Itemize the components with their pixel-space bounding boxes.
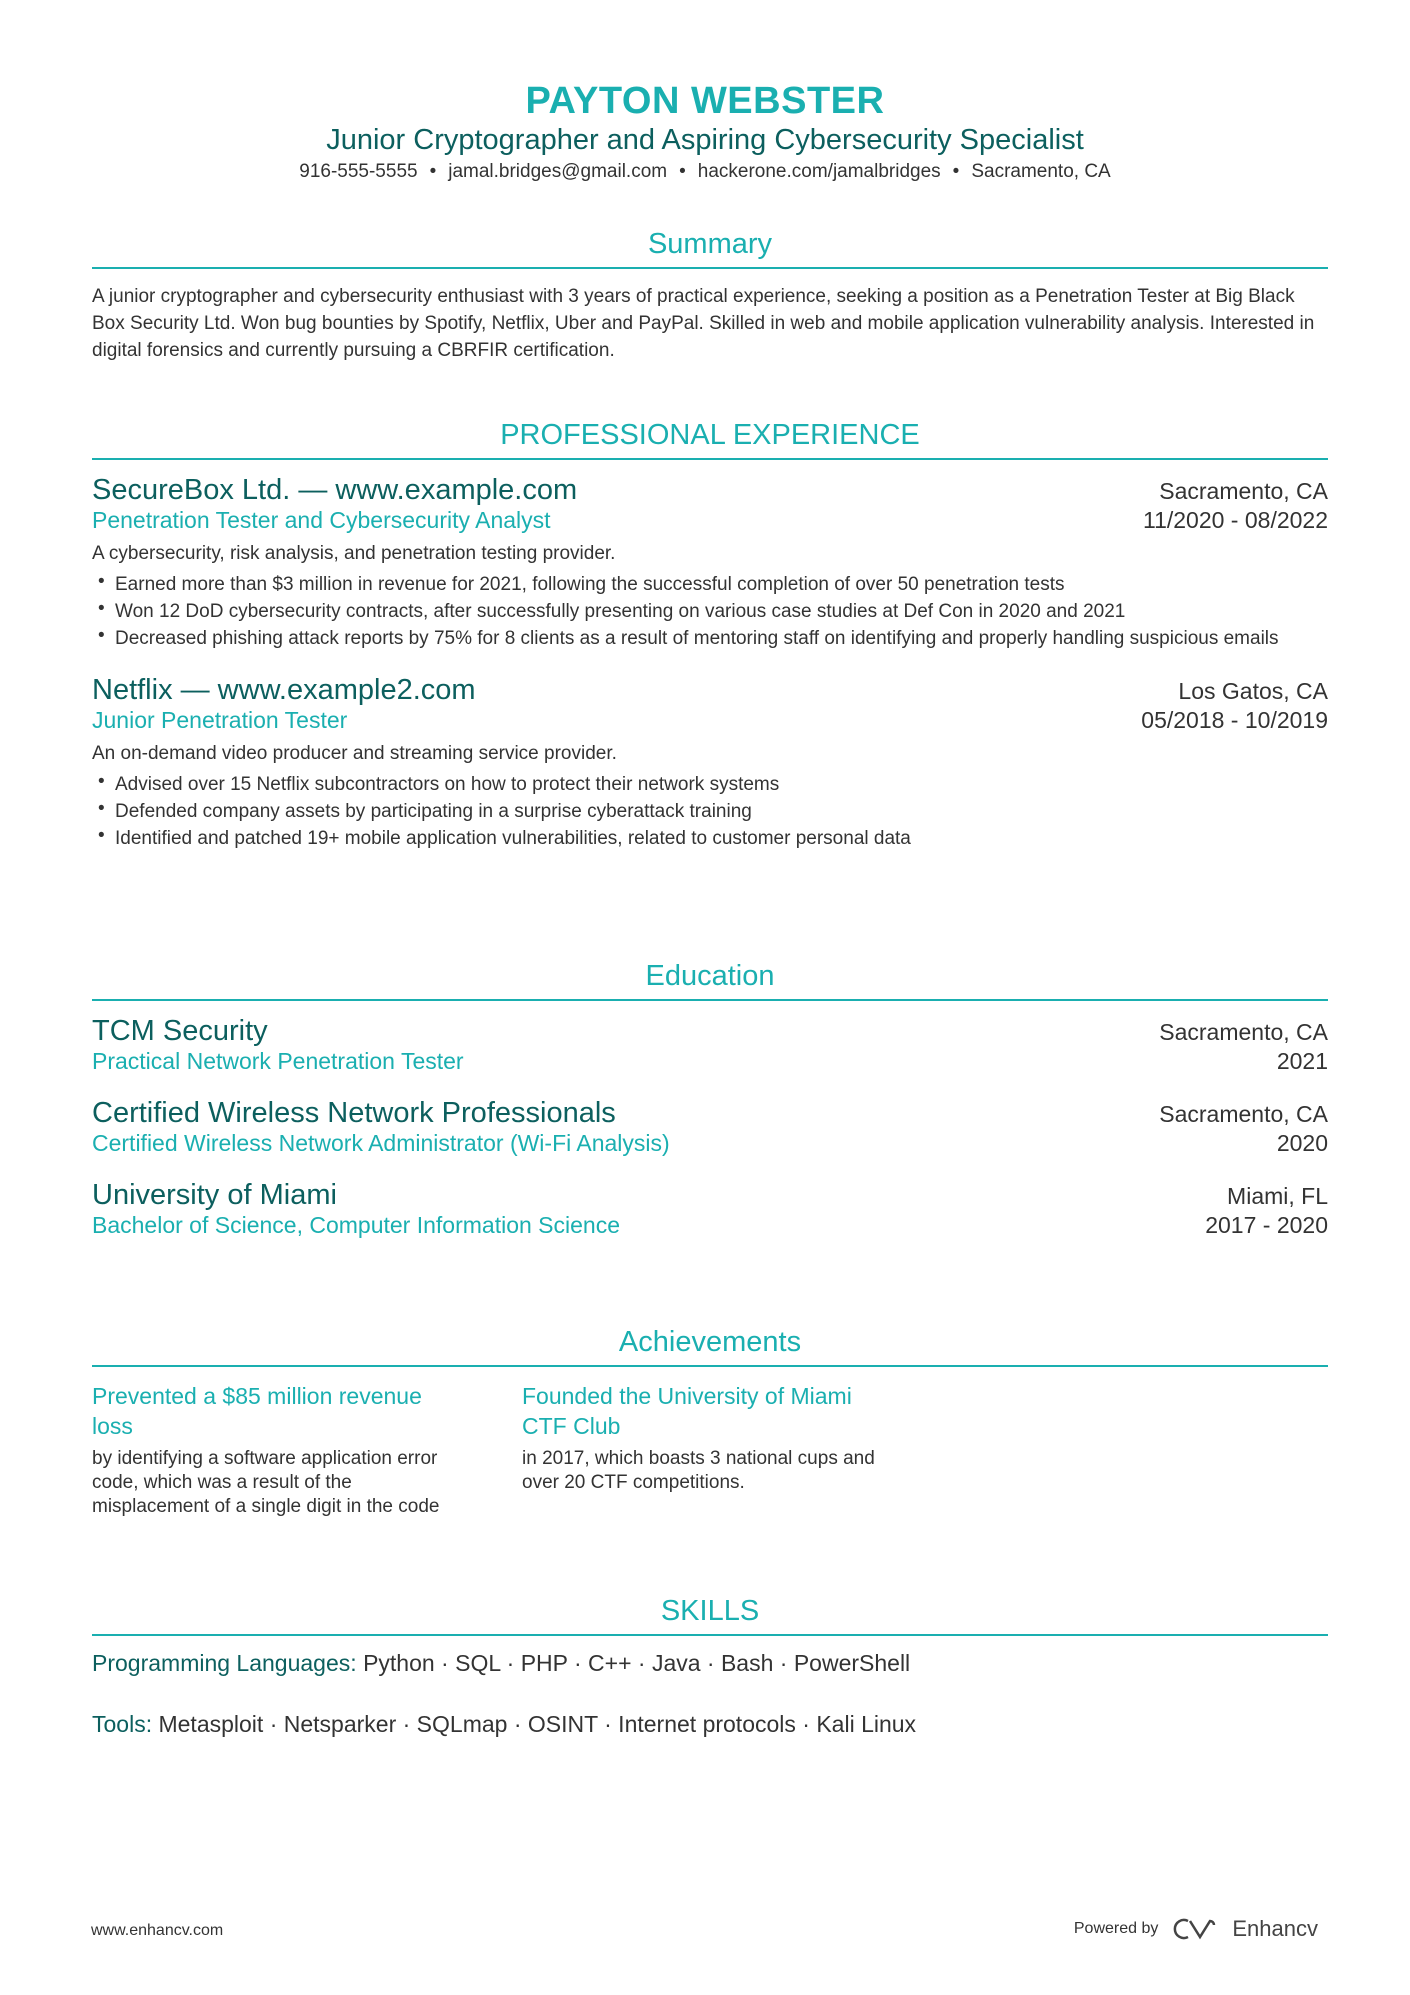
summary-text: A junior cryptographer and cybersecurity enthusiast with 3 years of practical experience, seeking a position as a Penetration Tester at Big Black Box Security Ltd. Won bug bounties by Spotify, Netflix, Uber and PayPal. Skilled in web and mobile application vulnerability analysis. Interested in digital forensics and currently pursuing a CBRFIR certification.: [92, 286, 1315, 361]
edu-dates: 2020: [1276, 1130, 1328, 1156]
bullet: • Advised over 15 Netflix subcontractors on how to protect their network systems: [92, 771, 1328, 798]
phone: 916-555-5555: [299, 161, 418, 182]
experience-entry: [92, 474, 1328, 652]
section-heading: Summary: [92, 228, 1328, 269]
school: Certified Wireless Network Professionals: [92, 1097, 616, 1129]
skills-section: [92, 1595, 1328, 1738]
skill-items: Metasploit · Netsparker · SQLmap · OSINT · Internet protocols · Kali Linux: [158, 1711, 917, 1737]
section-heading: PROFESSIONAL EXPERIENCE: [92, 419, 1328, 460]
bullet: • Earned more than $3 million in revenue for 2021, following the successful completion of over 50 penetration tests: [92, 571, 1328, 598]
job-role: Penetration Tester and Cybersecurity Analyst: [92, 507, 551, 533]
bullet: • Defended company assets by participating in a surprise cyberattack training: [92, 798, 1328, 825]
experience-entry: [92, 674, 1328, 852]
candidate-title: Junior Cryptographer and Aspiring Cybersecurity Specialist: [326, 124, 1084, 156]
school: University of Miami: [92, 1179, 337, 1211]
section-heading: Education: [92, 960, 1328, 1001]
company-description: An on-demand video producer and streaming service provider.: [92, 743, 617, 764]
school: TCM Security: [92, 1015, 268, 1047]
footer-site[interactable]: www.enhancv.com: [91, 1922, 224, 1939]
education-entry: [92, 1097, 1328, 1157]
summary-section: [92, 228, 1328, 364]
achievement: [92, 1381, 462, 1519]
job-location: Sacramento, CA: [1159, 478, 1328, 504]
skill-label: Tools:: [92, 1711, 153, 1737]
job-dates: 05/2018 - 10/2019: [1141, 707, 1328, 733]
profile-link[interactable]: hackerone.com/jamalbridges: [697, 161, 941, 182]
school-location: Sacramento, CA: [1159, 1101, 1328, 1127]
bullet: • Identified and patched 19+ mobile application vulnerabilities, related to customer personal data: [92, 825, 1328, 852]
achievement-title: Prevented a $85 million revenue loss: [92, 1383, 422, 1439]
education-entry: [92, 1179, 1328, 1239]
degree: Practical Network Penetration Tester: [92, 1048, 464, 1074]
education-section: [92, 960, 1328, 1261]
skill-label: Programming Languages:: [92, 1650, 357, 1676]
degree: Bachelor of Science, Computer Information Science: [92, 1212, 620, 1238]
powered-by-label: Powered by: [1073, 1920, 1159, 1937]
enhancv-brand: Enhancv: [1232, 1916, 1318, 1941]
achievement-title: Founded the University of Miami CTF Club: [522, 1383, 852, 1439]
degree: Certified Wireless Network Administrator (Wi-Fi Analysis): [92, 1130, 670, 1156]
skill-group: [92, 1711, 1328, 1738]
education-entry: [92, 1015, 1328, 1075]
edu-dates: 2021: [1276, 1048, 1328, 1074]
achievement-body: by identifying a software application error code, which was a result of the misplacement of a single digit in the code: [92, 1448, 440, 1517]
school-location: Miami, FL: [1227, 1183, 1328, 1209]
location: Sacramento, CA: [971, 161, 1111, 182]
contact-line: 916-555-5555 • jamal.bridges@gmail.com • hackerone.com/jamalbridges • Sacramento, CA: [299, 161, 1111, 182]
achievements-section: [92, 1326, 1328, 1519]
enhancv-logo-icon: [1170, 1916, 1220, 1942]
candidate-name: PAYTON WEBSTER: [525, 80, 885, 122]
job-role: Junior Penetration Tester: [92, 707, 348, 733]
company: SecureBox Ltd. — www.example.com: [92, 474, 578, 506]
company: Netflix — www.example2.com: [92, 674, 476, 706]
powered-by: [1074, 1916, 1318, 1942]
job-dates: 11/2020 - 08/2022: [1142, 507, 1328, 533]
achievement: [522, 1381, 892, 1519]
experience-section: [92, 419, 1328, 874]
section-heading: SKILLS: [92, 1595, 1328, 1636]
job-location: Los Gatos, CA: [1178, 678, 1328, 704]
company-description: A cybersecurity, risk analysis, and penetration testing provider.: [92, 543, 616, 564]
bullet: • Decreased phishing attack reports by 75% for 8 clients as a result of mentoring staff on identifying and properly handling suspicious emails: [92, 625, 1328, 652]
bullet: • Won 12 DoD cybersecurity contracts, after successfully presenting on various case studies at Def Con in 2020 and 2021: [92, 598, 1328, 625]
skill-group: [92, 1650, 1328, 1677]
section-heading: Achievements: [92, 1326, 1328, 1367]
skill-items: Python · SQL · PHP · C++ · Java · Bash · PowerShell: [363, 1650, 911, 1676]
achievement-body: in 2017, which boasts 3 national cups and over 20 CTF competitions.: [522, 1448, 875, 1493]
edu-dates: 2017 - 2020: [1205, 1212, 1328, 1238]
school-location: Sacramento, CA: [1159, 1019, 1328, 1045]
email[interactable]: jamal.bridges@gmail.com: [448, 161, 668, 182]
